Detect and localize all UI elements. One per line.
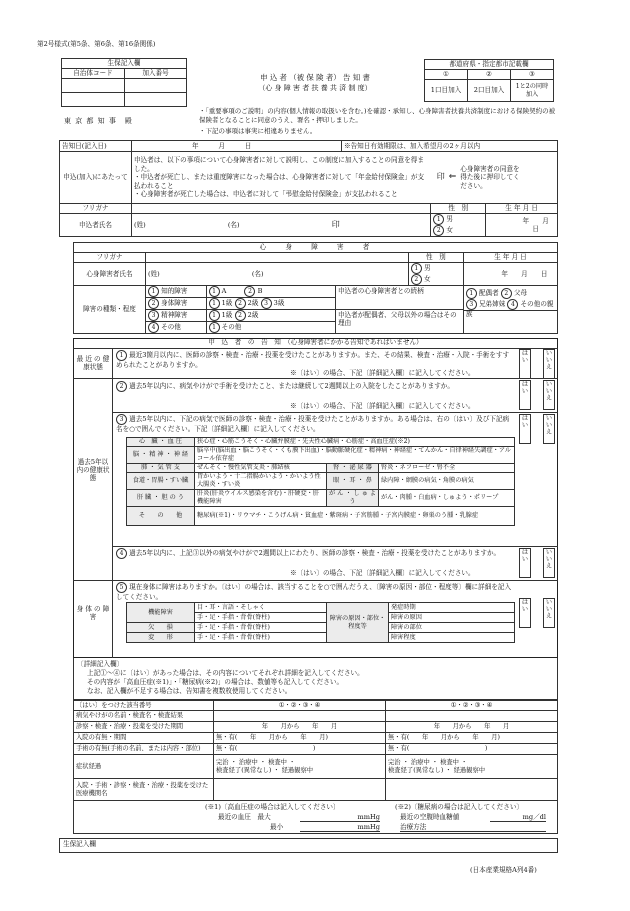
- consent-seal[interactable]: 印: [436, 172, 445, 182]
- intro-bullet-1: ・「重要事項のご説明」の内容(個人情報の取扱いを含む。)を確認・承知し、心身障害者扶養共済制度における保険契約の被保険者となることに同意のうえ、署名・押印しました。: [199, 107, 556, 125]
- disease-right-cat-1: 眼 ・ 耳 ・ 鼻: [327, 473, 379, 490]
- join-bullet-2: ・心身障害者が死亡した場合は、申込者に対して「弔慰金給付保険金」が支払われること: [134, 190, 398, 199]
- pref-num-3[interactable]: ③: [511, 70, 554, 80]
- consent-note: 心身障害者の同意を得た後に押印してください。: [460, 165, 520, 190]
- glucose-unit[interactable]: mg／dl: [490, 813, 546, 822]
- detail-course-b[interactable]: [386, 755, 558, 779]
- sep-3: [113, 546, 558, 547]
- q4-body: 過去5年以内に、上記③以外の病気やけがで2週間以上にわたり、医師の診察・検査・治療・投薬を受けたことがありますか。: [129, 549, 501, 557]
- spouse-reason-field[interactable]: [464, 311, 557, 332]
- body-parts-0[interactable]: 目・耳・言語・そしゃく: [195, 603, 327, 613]
- disabled-section-title: 心 身 障 害 者: [74, 243, 558, 253]
- kanyu-no-field-2[interactable]: [125, 93, 187, 107]
- disabled-type-label: 障害の種類・程度: [74, 286, 146, 334]
- detail-course-a-1: 完治 ・ 治療中 ・ 検査中 ・: [216, 758, 296, 766]
- applicant-male: 男: [446, 215, 453, 223]
- disabled-gender-label: 性 別: [408, 253, 463, 263]
- join-text-cell: [132, 152, 431, 204]
- body-parts-2[interactable]: 手・足・手指・背骨(脊柱): [195, 623, 327, 633]
- q3-label: 過去5年以内の健康状態: [76, 458, 110, 483]
- type-4: その他: [161, 323, 181, 331]
- notice-date-label: 告知日(記入日): [60, 141, 132, 152]
- sep-2: [113, 412, 558, 413]
- valid-note: ※告知日有効期限は、加入希望月の2ヶ月以内: [342, 141, 558, 152]
- disease-right-list-2[interactable]: がん・肉腫・白血病・しゅよう・ポリープ: [379, 490, 515, 507]
- relation-opts-cell[interactable]: 1 配偶者 2 父母 3 兄弟姉妹 4 その他の親族: [463, 286, 557, 334]
- jichitai-code-field-2[interactable]: [62, 93, 125, 107]
- treatment-label[interactable]: 治療方法: [400, 823, 546, 832]
- relation-spouse: 配偶者: [478, 289, 499, 297]
- grade-2a: 1級: [221, 299, 233, 307]
- female-num-icon: 2: [433, 225, 444, 236]
- detail-hosp-b[interactable]: 無・有( 年 月から 年 月): [386, 733, 558, 744]
- intro-bullet-2: ・下記の事項は事実に相違ありません。: [199, 127, 317, 135]
- disabled-block: [73, 242, 558, 334]
- applicant-dob-field[interactable]: 年 月 日: [486, 214, 558, 237]
- grade-2b: 2級: [247, 299, 259, 307]
- disease-cat-0: 心 臓 ・ 血 圧: [127, 438, 195, 447]
- relation-parents: 父母: [513, 289, 528, 297]
- detail-row-1: 病気やけがの名前・検査名・検査結果: [74, 711, 214, 722]
- pref-num-1[interactable]: ①: [425, 70, 468, 80]
- relation-other: その他の親族: [465, 300, 554, 318]
- applicant-gender-cell[interactable]: [431, 214, 486, 237]
- applicant-gender-label: 性 別: [431, 204, 486, 214]
- bp-note: (※1)〔高血圧症の場合は記入してください〕: [205, 803, 340, 811]
- type-2: 身体障害: [161, 299, 188, 307]
- disease-cat-2: 肺 ・ 気 管 支: [127, 464, 195, 473]
- detail-row-3: 入院の有無・期間: [74, 733, 214, 744]
- q2-text: 2 過去5年以内に、病気やけがで手術を受けたこと、または継続して2週間以上の入院をしたことがありますか。: [116, 381, 514, 392]
- q2-yes[interactable]: はい: [519, 380, 531, 410]
- disease-list-3[interactable]: 胃かいよう・十二指腸かいよう・かいよう性大腸炎・すい炎: [195, 473, 327, 490]
- seiho-label: 生保記入欄: [62, 59, 187, 69]
- q2-body: 過去5年以内に、病気やけがで手術を受けたこと、または継続して2週間以上の入院をしたことがありますか。: [129, 382, 454, 390]
- detail-line-3: なお、記入欄が不足する場合は、告知書を複数枚使用してください。: [87, 686, 292, 695]
- detail-line-1: 上記①～④に〔はい〕があった場合は、その内容についてそれぞれ詳細を記入してください。: [87, 668, 364, 677]
- detail-surg-a[interactable]: 無・有( ): [214, 744, 386, 755]
- detail-surg-b[interactable]: 無・有( ): [386, 744, 558, 755]
- detail-course-a[interactable]: [214, 755, 386, 779]
- detail-illness-a[interactable]: [214, 711, 386, 722]
- type-3: 精神障害: [161, 311, 188, 319]
- q5-label: 身 体 の 障 害: [76, 605, 123, 622]
- q1-label: 最 近 の 健康状態: [76, 355, 110, 372]
- pref-opt-3: 1と2の同時加入: [511, 80, 554, 102]
- disease-list-0[interactable]: 狭心症・心筋こうそく・心臓弁膜症・先天性心臓病・心筋症・高血圧症(※2): [195, 438, 515, 447]
- q3-no[interactable]: いいえ: [543, 414, 555, 444]
- relation-label: 申込者の心身障害者との続柄: [336, 286, 463, 310]
- bp-min-label: 最小: [270, 823, 284, 831]
- disease-cat-4: 肝 臓 ・ 胆 の う: [127, 490, 195, 507]
- grade-1b: B: [257, 287, 263, 295]
- kanyu-no-field[interactable]: [125, 79, 187, 93]
- cause-label: 障害の原因・部位・程度等: [327, 603, 389, 643]
- grade-2c: 3級: [273, 299, 285, 307]
- disabled-name-cell[interactable]: [146, 263, 409, 286]
- cause-row-3[interactable]: 障害程度: [389, 633, 515, 643]
- glucose-note: (※2)〔糖尿病の場合は記入してください〕: [395, 803, 524, 811]
- q4-no[interactable]: いいえ: [543, 548, 555, 578]
- join-bullet-1: ・申込者が死亡し、または重度障害になった場合は、心身障害者に対して「年金給付保険金」が支払われること: [134, 173, 425, 190]
- join-label: 申込(加入)にあたって: [60, 152, 132, 204]
- q2-note: ※〔はい〕の場合、下記〔詳細記入欄〕に記入してください。: [290, 402, 475, 410]
- q3-text: 3 過去5年以内に、下記の病気で医師の診察・検査・治療・投薬を受けたことがありますか。ある場合は、右の〔はい〕及び下記病名を○で囲んでください。下記〔詳細記入欄〕に記入してください。: [116, 415, 510, 433]
- detail-row-2: 診察・検査・治療・投薬を受けた期間: [74, 722, 214, 733]
- detail-course-b-2: 検査経了(異常なし) ・ 経過観察中: [388, 766, 486, 774]
- body-parts-3[interactable]: 手・足・手指・背骨(脊柱): [195, 633, 327, 643]
- notice-block: [59, 140, 562, 237]
- form-subtitle: （心 身 障 害 者 扶 養 共 済 制 度）: [258, 84, 372, 92]
- applicant-name-cell[interactable]: [132, 214, 431, 237]
- form-id: 第2号様式(第5条、第6条、第16条関係): [37, 40, 156, 48]
- male-num-icon: 1: [433, 214, 444, 225]
- sep-4: [73, 580, 558, 581]
- applicant-name-label: 申込者氏名: [60, 214, 132, 237]
- grade-3a: 1級: [221, 311, 233, 319]
- detail-period-a[interactable]: 年 月から 年 月: [214, 722, 386, 733]
- relation-cell: [336, 286, 464, 334]
- notice-date-field[interactable]: 年 月 日: [132, 141, 342, 152]
- disabled-name-label: 心身障害者氏名: [74, 263, 146, 286]
- body-table: [126, 602, 515, 643]
- disabled-mei: (名): [251, 269, 264, 278]
- grade-3b: 2級: [247, 311, 259, 319]
- left-arrow-icon: ⇐: [448, 171, 457, 182]
- detail-table: [73, 700, 558, 801]
- relation-siblings: 兄弟姉妹: [478, 300, 506, 308]
- disease-list-4[interactable]: 肝炎(肝炎ウイルス感染を含む)・肝硬変・肝機能障害: [195, 490, 327, 507]
- detail-course-b-1: 完治 ・ 治療中 ・ 検査中 ・: [388, 758, 468, 766]
- cause-row-2[interactable]: 障害の部位: [389, 623, 515, 633]
- applicant-sei: (姓): [134, 221, 146, 229]
- q4-text: 4 過去5年以内に、上記③以外の病気やけがで2週間以上にわたり、医師の診察・検査・治療・投薬を受けたことがありますか。: [116, 548, 514, 559]
- applicant-furigana-field[interactable]: [132, 204, 431, 214]
- disabled-gender-cell[interactable]: [408, 263, 463, 286]
- pref-label: 都道府県・指定都市記載欄: [425, 60, 554, 70]
- q5-text: 5 現在身体に障害はありますか。〔はい〕の場合は、該当することを○で囲んだうえ、〔障害の原因・部位・程度等〕欄に詳細を記入してください。: [116, 583, 512, 601]
- applicant-furigana-label: フリガナ: [60, 204, 132, 214]
- applicant-mei: (名): [227, 221, 240, 229]
- type-1: 知的障害: [161, 287, 188, 295]
- disabled-female-num-icon: 2: [411, 274, 422, 285]
- q4-yes[interactable]: はい: [519, 548, 531, 578]
- body-cat-2: 欠 損: [127, 623, 195, 633]
- q3-yes[interactable]: はい: [519, 414, 531, 444]
- pref-opt-1: 1口目加入: [425, 80, 468, 102]
- q5-body: 現在身体に障害はありますか。〔はい〕の場合は、該当することを○で囲んだうえ、〔障害の原因・部位・程度等〕欄に詳細を記入してください。: [116, 583, 512, 601]
- spouse-note: 申込者が配偶者、父母以外の場合はその理由: [338, 311, 457, 328]
- detail-row-4: 手術の有無(手術の名前、または内容・部位): [74, 744, 214, 755]
- pref-box: [424, 59, 554, 102]
- applicant-female: 女: [446, 226, 453, 234]
- detail-nums-a[interactable]: ①・②・③・④: [214, 701, 386, 711]
- sep-1: [73, 378, 558, 379]
- grade-4: その他: [221, 323, 242, 331]
- pref-num-2[interactable]: ②: [468, 70, 511, 80]
- detail-line-2: その内容が「高血圧症(※1)」・「糖尿病(※2)」の場合は、数値等も記入してください。: [87, 677, 344, 686]
- detail-row-5: 症状経過: [74, 755, 214, 779]
- jichitai-code-label: 自治体コード: [62, 69, 125, 79]
- detail-clinic-a[interactable]: [214, 779, 386, 801]
- q1-yes[interactable]: はい: [519, 349, 531, 379]
- glucose-label: 最近の空腹時血糖値: [400, 813, 460, 821]
- body-cat-0: 機能障害: [127, 603, 195, 623]
- applicant-dob-label: 生 年 月 日: [486, 204, 558, 214]
- grade-1a: A: [221, 287, 227, 295]
- disease-table: [126, 437, 515, 526]
- disabled-sei: (姓): [148, 269, 160, 278]
- jichitai-code-field[interactable]: [62, 79, 125, 93]
- disabled-dob-field[interactable]: 年 月 日: [463, 263, 557, 286]
- q1-note: ※〔はい〕の場合、下記〔詳細記入欄〕に記入してください。: [290, 369, 475, 377]
- disabled-female: 女: [423, 275, 431, 283]
- detail-intro: [73, 658, 558, 700]
- detail-row-6: 入院・手術・診察・検査・治療・投薬を受けた医療機関名: [74, 779, 214, 801]
- detail-row-0: 〔はい〕をつけた該当番号: [74, 701, 214, 711]
- q5-yes[interactable]: はい: [519, 598, 531, 628]
- addressee: 東 京 都 知 事 殿: [64, 117, 133, 125]
- disease-cat-1: 脳 ・ 精 神 ・ 神 経: [127, 447, 195, 464]
- disease-right-cat-2: が ん ・ し ゅ よ う: [327, 490, 379, 507]
- seiho-box: [61, 58, 187, 106]
- disabled-furigana-field[interactable]: [146, 253, 409, 263]
- cause-row-1[interactable]: 障害の原因: [389, 613, 515, 623]
- body-parts-1[interactable]: 手・足・手指・背骨(脊柱): [195, 613, 327, 623]
- declaration-title: 申 込 者 の 告 知 （心身障害者にかかる告知であればいません）: [73, 338, 558, 349]
- form-title: 申 込 者 （被 保 険 者） 告 知 書: [260, 73, 370, 82]
- disease-right-cat-0: 腎 ・ 泌 尿 器: [327, 464, 379, 473]
- disabled-male: 男: [423, 264, 431, 272]
- detail-hosp-a[interactable]: 無・有( 年 月から 年 月): [214, 733, 386, 744]
- q4-note: ※〔はい〕の場合、下記〔詳細記入欄〕に記入してください。: [290, 569, 475, 577]
- detail-clinic-b[interactable]: [386, 779, 558, 801]
- pref-opt-2: 2口目加入: [468, 80, 511, 102]
- footer-seiho: 生保記入欄: [59, 838, 558, 853]
- jis-note: (日本産業規格A列4番): [470, 866, 537, 874]
- q2-no[interactable]: いいえ: [543, 380, 555, 410]
- disease-cat-5: そ の 他: [127, 507, 195, 526]
- disease-right-list-1[interactable]: 緑内障・網膜の病気・角膜の病気: [379, 473, 515, 490]
- disabled-furigana-label: フリガナ: [74, 253, 146, 263]
- disabled-type-cell[interactable]: 1 知的障害 1 A 2 B 2 身体障害 1 1級 2 2級 3 3級 3 精神障害 1 1級 2 2級 4 その他 1 その他: [146, 286, 336, 334]
- kanyu-no-label: 加入番号: [125, 69, 187, 79]
- detail-heading: 〔詳細記入欄〕: [77, 660, 124, 668]
- applicant-seal[interactable]: 印: [331, 220, 340, 229]
- disease-right-list-0[interactable]: 腎炎・ネフローゼ・腎不全: [379, 464, 515, 473]
- bp-max-unit[interactable]: mmHg: [300, 813, 380, 822]
- detail-course-a-2: 検査経了(異常なし) ・ 経過観察中: [216, 766, 314, 774]
- disabled-male-num-icon: 1: [411, 263, 422, 274]
- disabled-dob-label: 生 年 月 日: [463, 253, 557, 263]
- detail-nums-b[interactable]: ①・②・③・④: [386, 701, 558, 711]
- consent-cell: [431, 152, 558, 204]
- detail-period-b[interactable]: 年 月から 年 月: [386, 722, 558, 733]
- q1-body: 最近3箇月以内に、医師の診察・検査・治療・投薬を受けたことがありますか。また、その結果、検査・治療・入院・手術をすすめられたことがありますか。: [116, 351, 510, 369]
- cause-row-0[interactable]: 発症時期: [389, 603, 515, 613]
- bp-min-unit[interactable]: mmHg: [300, 823, 380, 832]
- disease-list-5[interactable]: 糖尿病(※1)・リウマチ・こうげん病・貧血症・紫斑病・子宮筋腫・子宮内膜症・卵巣のう腫・乳腺症: [195, 507, 515, 526]
- detail-illness-b[interactable]: [386, 711, 558, 722]
- q1-no[interactable]: いいえ: [543, 349, 555, 379]
- disease-list-2[interactable]: ぜんそく・慢性気管支炎・肺結核: [195, 464, 327, 473]
- join-text: 申込者は、以下の事項について心身障害者に対して説明し、この制度に加入することの同意を得ました。: [134, 156, 424, 173]
- q5-no[interactable]: いいえ: [543, 598, 555, 628]
- q1-text: 1 最近3箇月以内に、医師の診察・検査・治療・投薬を受けたことがありますか。また、その結果、検査・治療・入院・手術をすすめられたことがありますか。: [116, 351, 510, 369]
- q3-body: 過去5年以内に、下記の病気で医師の診察・検査・治療・投薬を受けたことがありますか。ある場合は、右の〔はい〕及び下記病名を○で囲んでください。下記〔詳細記入欄〕に記入してください。: [116, 415, 510, 433]
- bp-max-label: 最近の血圧 最大: [218, 813, 271, 821]
- disease-cat-3: 食道・胃腸・すい臓: [127, 473, 195, 490]
- disease-list-1[interactable]: 脳卒中(脳出血・脳こうそく・くも膜下出血)・脳動脈硬化症・精神病・神経症・てんかん・自律神経失調症・アルコール依存症: [195, 447, 515, 464]
- body-cat-3: 変 形: [127, 633, 195, 643]
